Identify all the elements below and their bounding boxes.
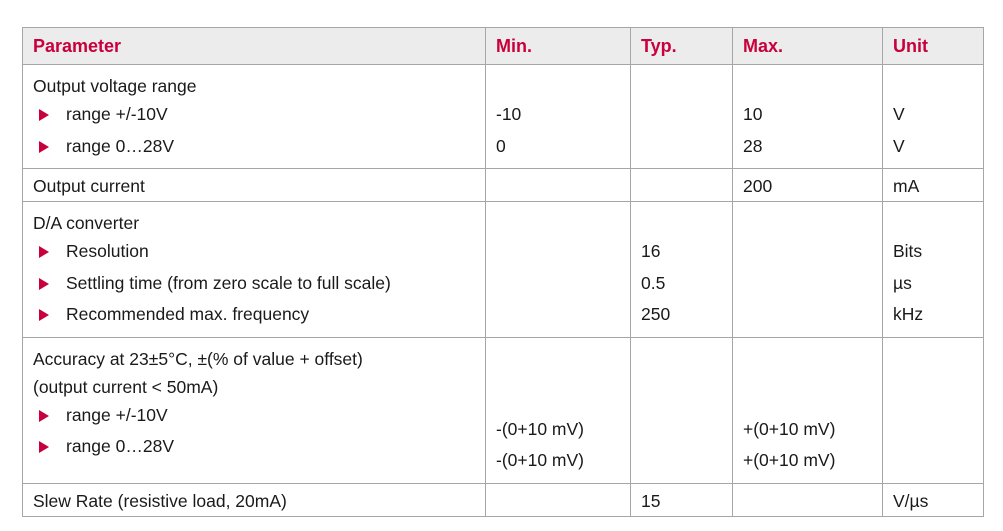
typ-value: 250 [641, 304, 671, 324]
bullet-arrow-icon [39, 278, 49, 290]
header-max: Max. [733, 28, 883, 65]
unit-value: V [893, 104, 905, 124]
row-title-note: (output current < 50mA) [33, 376, 219, 397]
header-parameter: Parameter [23, 28, 486, 65]
header-unit: Unit [883, 28, 984, 65]
unit-value: V/µs [893, 490, 929, 511]
typ-value: 0.5 [641, 272, 666, 293]
max-value: +(0+10 mV) [743, 450, 836, 470]
sub-label: range 0…28V [66, 135, 174, 156]
header-typ: Typ. [631, 28, 733, 65]
row-title: Output current [33, 176, 145, 196]
min-value: -10 [496, 104, 522, 124]
unit-value: µs [893, 272, 912, 293]
row-title: Slew Rate (resistive load, 20mA) [33, 490, 287, 511]
bullet-arrow-icon [39, 441, 49, 453]
bullet-arrow-icon [39, 410, 49, 422]
unit-value: Bits [893, 241, 923, 261]
bullet-arrow-icon [39, 141, 49, 153]
row-title: D/A converter [33, 213, 140, 233]
table-row [23, 337, 984, 483]
unit-value: V [893, 135, 905, 156]
sub-label: range 0…28V [66, 436, 174, 456]
table-row [23, 483, 984, 516]
unit-value: kHz [893, 304, 924, 324]
header-row [23, 28, 984, 65]
bullet-arrow-icon [39, 309, 49, 321]
unit-value: mA [893, 176, 920, 196]
min-value: -(0+10 mV) [496, 450, 585, 470]
sub-label: range +/-10V [66, 404, 168, 425]
max-value: 200 [743, 176, 773, 196]
min-value: -(0+10 mV) [496, 418, 585, 439]
max-value: 28 [743, 135, 763, 156]
header-min: Min. [486, 28, 631, 65]
sub-label: Recommended max. frequency [66, 304, 310, 324]
table-row [23, 202, 984, 338]
table-row [23, 169, 984, 202]
sub-label: Resolution [66, 241, 149, 261]
typ-value: 16 [641, 241, 661, 261]
max-value: 10 [743, 104, 763, 124]
max-value: +(0+10 mV) [743, 418, 836, 439]
bullet-arrow-icon [39, 109, 49, 121]
table-row [23, 65, 984, 169]
min-value: 0 [496, 135, 506, 156]
row-title: Output voltage range [33, 76, 197, 96]
bullet-arrow-icon [39, 246, 49, 258]
sub-label: range +/-10V [66, 104, 168, 124]
sub-label: Settling time (from zero scale to full scale) [66, 272, 391, 293]
row-title: Accuracy at 23±5°C, ±(% of value + offset) [33, 348, 363, 369]
typ-value: 15 [641, 490, 661, 511]
spec-table [22, 27, 984, 517]
